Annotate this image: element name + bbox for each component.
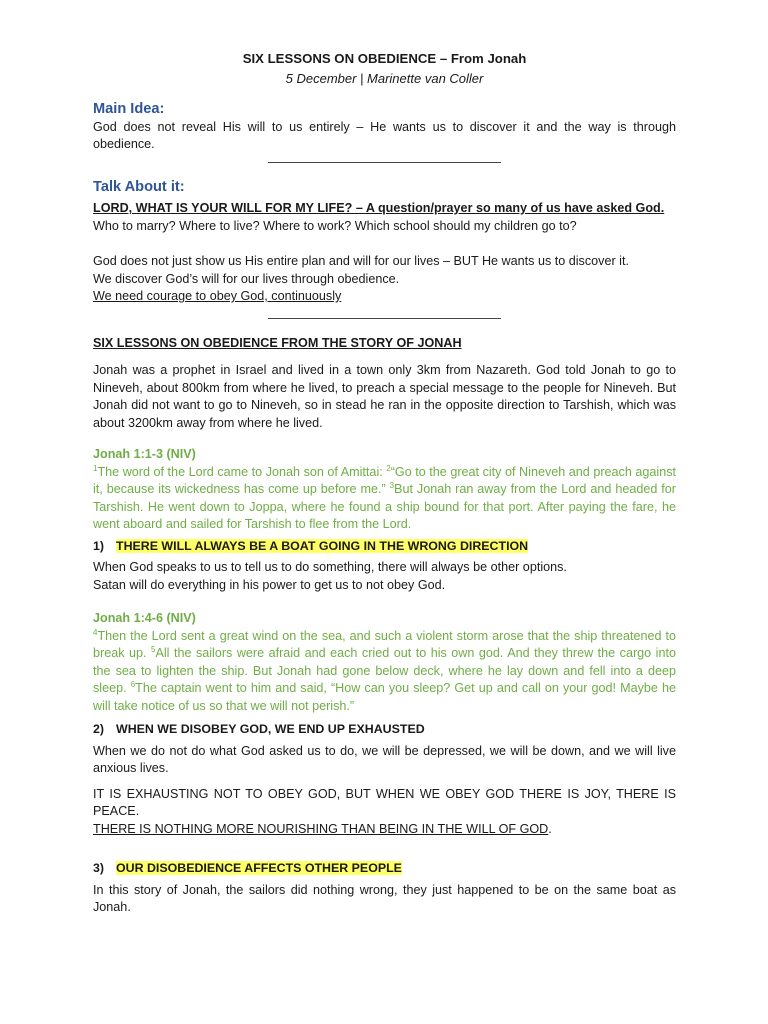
- verse-text: [93, 464, 676, 534]
- talk-about-paragraph: We discover God’s will for our lives through obedience.: [93, 271, 400, 286]
- lesson-title: OUR DISOBEDIENCE AFFECTS OTHER PEOPLE: [116, 861, 402, 875]
- verse-segment: “Go to the great city of Nineveh and preach against it, because its wickedness has come up before me.”: [93, 464, 676, 496]
- lesson-title: THERE WILL ALWAYS BE A BOAT GOING IN THE WRONG DIRECTION: [116, 538, 529, 553]
- lesson-heading: [93, 721, 676, 739]
- section-intro: Jonah was a prophet in Israel and lived in a town only 3km from Nazareth. God told Jonah to go to Nineveh, about 800km from where he lived, to preach a special message to the people for Nineveh. But Jonah did not want to go to Nineveh, so in stead he ran in the opposite direction to Tarshish, which was about 3200km away from where he lived.: [93, 363, 676, 430]
- verse-reference: Jonah 1:1-3 (NIV): [93, 447, 196, 461]
- lesson-heading: [93, 860, 676, 878]
- section-heading: SIX LESSONS ON OBEDIENCE FROM THE STORY OF JONAH: [93, 335, 462, 350]
- lesson-text: When we do not do what God asked us to do, we will be depressed, we will be down, and we will live anxious lives.: [93, 743, 676, 775]
- lesson-caps-underlined: THERE IS NOTHING MORE NOURISHING THAN BEING IN THE WILL OF GOD: [93, 821, 549, 836]
- lesson-text: Satan will do everything in his power to get us to not obey God.: [93, 577, 446, 592]
- verse-segment: Then the Lord sent a great wind on the sea, and such a violent storm arose that the ship threatened to break up.: [93, 628, 676, 660]
- verse-segment: The word of the Lord came to Jonah son of Amittai:: [97, 464, 387, 479]
- lesson-heading: [93, 538, 676, 556]
- talk-about-paragraph: God does not just show us His entire plan and will for our lives – BUT He wants us to discover it.: [93, 254, 629, 268]
- document-subtitle: 5 December | Marinette van Coller: [285, 70, 484, 86]
- verse-reference: Jonah 1:4-6 (NIV): [93, 611, 196, 625]
- document-title: SIX LESSONS ON OBEDIENCE – From Jonah: [242, 51, 527, 66]
- main-idea-heading: Main Idea:: [93, 101, 165, 117]
- verse-number: 2: [386, 463, 391, 473]
- document-page: [93, 50, 676, 917]
- main-idea-text: God does not reveal His will to us entirely – He wants us to discover it and the way is through obedience.: [93, 119, 676, 151]
- lesson-caps: [93, 821, 676, 839]
- verse-text: [93, 628, 676, 716]
- verse-number: 3: [389, 481, 395, 490]
- lesson-caps-period: .: [548, 821, 552, 836]
- lesson-title: WHEN WE DISOBEY GOD, WE END UP EXHAUSTED: [116, 722, 425, 736]
- lesson-text: When God speaks to us to tell us to do something, there will always be other options.: [93, 560, 567, 574]
- verse-number: 5: [151, 645, 156, 654]
- lesson-number: 2): [93, 722, 105, 736]
- verse-segment: All the sailors were afraid and each cried out to his own god. And they threw the cargo into the sea to lighten the ship. But Jonah had gone below deck, where he lay down and fell into a deep sleep.: [93, 646, 676, 695]
- verse-segment: But Jonah ran away from the Lord and headed for Tarshish. He went down to Joppa, where he found a ship bound for that port. After paying the fare, he went aboard and sailed for Tarshish to flee from the Lord.: [93, 482, 676, 531]
- talk-about-heading: Talk About it:: [93, 178, 185, 195]
- lesson-caps: IT IS EXHAUSTING NOT TO OBEY GOD, BUT WHEN WE OBEY GOD THERE IS JOY, THERE IS PEACE.: [93, 786, 676, 818]
- talk-about-line: Who to marry? Where to live? Where to work? Which school should my children go to?: [93, 218, 577, 233]
- verse-number: 1: [93, 463, 98, 473]
- talk-about-question: LORD, WHAT IS YOUR WILL FOR MY LIFE? – A question/prayer so many of us have asked God.: [93, 201, 665, 215]
- lesson-number: 3): [93, 861, 105, 875]
- lesson-text: In this story of Jonah, the sailors did nothing wrong, they just happened to be on the same boat as Jonah.: [93, 882, 676, 914]
- lesson-number: 1): [93, 538, 105, 553]
- verse-number: 4: [93, 627, 98, 637]
- talk-about-courage: We need courage to obey God, continuously: [93, 289, 342, 303]
- verse-segment: The captain went to him and said, “How can you sleep? Get up and call on your god! Maybe he will take notice of us so that we will not perish.”: [93, 681, 677, 713]
- verse-number: 6: [130, 680, 136, 689]
